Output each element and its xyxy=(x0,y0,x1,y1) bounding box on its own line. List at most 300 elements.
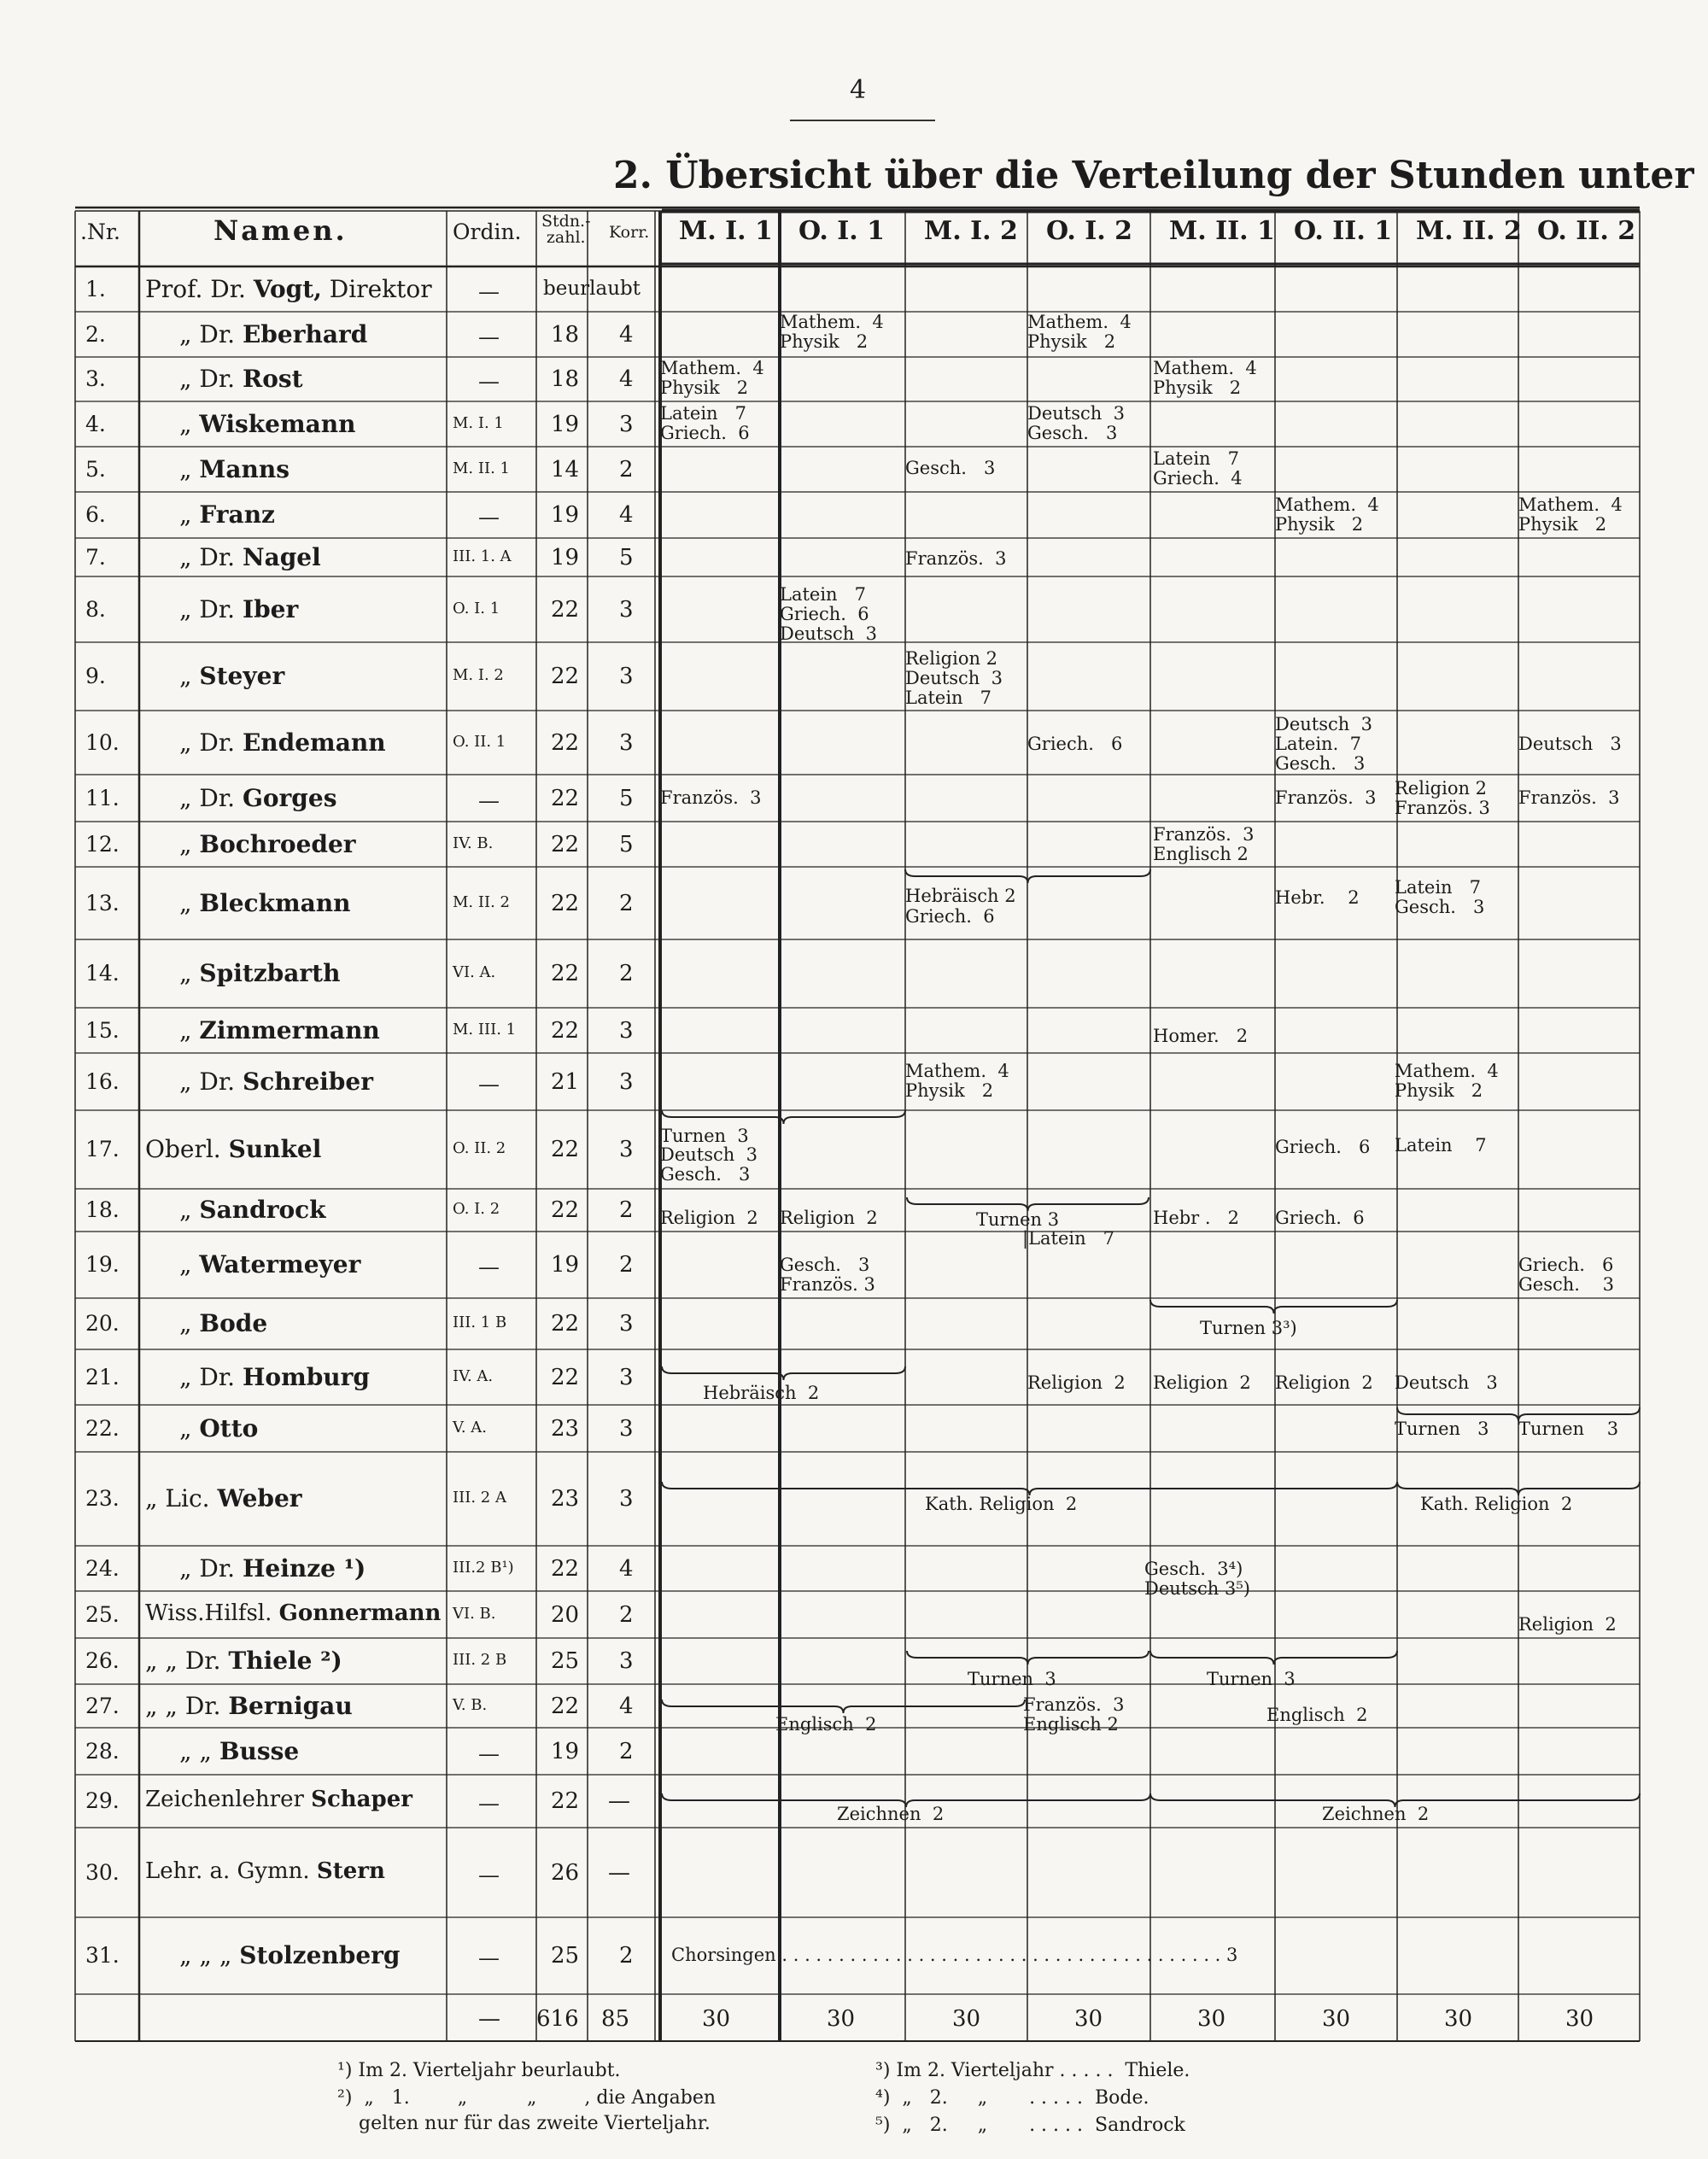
teacher-title: Zeichenlehrer xyxy=(145,1787,312,1812)
ordinarius: — xyxy=(478,1255,500,1279)
lesson-cell: Religion 2 xyxy=(1275,1372,1373,1393)
teacher-surname: Stern xyxy=(316,1858,385,1884)
lesson-cell: Latein 7 Griech. 6 xyxy=(660,403,750,444)
teacher-title: „ Dr. xyxy=(179,542,243,571)
ordinarius: O. I. 2 xyxy=(453,1200,500,1218)
corrections: 2 xyxy=(619,1601,634,1628)
class-total: 30 xyxy=(702,2006,731,2032)
ordinarius: — xyxy=(478,787,500,813)
teacher-name xyxy=(179,1415,258,1442)
lesson-cell: Hebr. 2 xyxy=(1275,887,1360,908)
teacher-name xyxy=(179,1555,366,1583)
row-number: 29. xyxy=(85,1788,120,1813)
lesson-cell: Turnen 3³) xyxy=(1200,1318,1297,1338)
row-number: 9. xyxy=(85,664,106,688)
teacher-role: Direktor xyxy=(321,274,432,303)
lesson-hours: 20 xyxy=(551,1601,580,1628)
teacher-title: „ xyxy=(179,500,200,529)
corrections: 2 xyxy=(619,1197,634,1223)
brace-turnen-17 xyxy=(662,1110,905,1124)
lesson-cell: Englisch 2 xyxy=(775,1714,877,1735)
lesson-cell: Deutsch 3 xyxy=(1518,734,1622,754)
lesson-cell: Deutsch 3 xyxy=(1395,1372,1498,1393)
row-number: 5. xyxy=(85,456,106,482)
ordinarius: IV. A. xyxy=(453,1366,494,1385)
corrections: 3 xyxy=(619,1137,634,1162)
footnote-3: ³) Im 2. Vierteljahr . . . . . Thiele. xyxy=(875,2060,1190,2081)
lesson-hours: 22 xyxy=(551,1137,580,1162)
teacher-surname: Iber xyxy=(242,594,299,623)
teacher-surname: Spitzbarth xyxy=(199,959,341,987)
corrections: — xyxy=(608,1788,630,1814)
lesson-hours: 22 xyxy=(551,1017,580,1044)
row-number: 31. xyxy=(85,1943,120,1968)
teacher-name xyxy=(179,663,284,690)
row-number: 1. xyxy=(85,276,106,301)
teacher-surname: Gonnermann xyxy=(278,1600,442,1626)
teacher-title: „ xyxy=(179,888,200,917)
lesson-cell: Hebräisch 2 xyxy=(905,886,1016,906)
corrections: 5 xyxy=(619,785,634,811)
teacher-surname: Rost xyxy=(242,365,303,393)
brace-hebraeisch-21 xyxy=(662,1366,905,1380)
teacher-name xyxy=(179,321,367,348)
teacher-title: „ xyxy=(179,1250,200,1278)
teacher-name xyxy=(145,1859,385,1885)
lesson-cell: Religion 2 xyxy=(1153,1372,1251,1393)
lesson-cell: Mathem. 4 Physik 2 xyxy=(660,358,764,399)
brace-englisch-27 xyxy=(662,1700,1025,1713)
row-number: 23. xyxy=(85,1486,120,1511)
lesson-cell: Turnen 3 xyxy=(976,1209,1060,1230)
ordinarius: — xyxy=(478,278,500,304)
teacher-surname: Weber xyxy=(217,1484,302,1512)
teacher-surname: Stolzenberg xyxy=(239,1941,401,1969)
lesson-hours: 23 xyxy=(551,1415,580,1442)
teacher-title: Wiss.Hilfsl. xyxy=(145,1600,279,1626)
teacher-surname: Schreiber xyxy=(242,1067,373,1096)
row-number: 21. xyxy=(85,1364,120,1390)
lesson-hours: 25 xyxy=(551,1648,580,1674)
teacher-name xyxy=(179,544,321,571)
lesson-cell: Gesch. 3 Französ. 3 xyxy=(780,1255,875,1296)
lesson-cell: Mathem. 4 Physik 2 xyxy=(780,312,884,353)
ordinarius: O. II. 1 xyxy=(453,732,506,751)
teacher-surname: Manns xyxy=(199,454,290,483)
class-total: 30 xyxy=(1565,2006,1594,2032)
lesson-cell: Deutsch 3 Latein. 7 Gesch. 3 xyxy=(1275,714,1373,775)
teacher-name xyxy=(179,1251,360,1278)
class-header: M. II. 1 xyxy=(1169,216,1275,246)
lesson-cell: Turnen 3 xyxy=(968,1669,1056,1689)
class-header: M. I. 1 xyxy=(679,216,773,246)
ordinarius: M. I. 2 xyxy=(453,666,504,684)
header-korr: Korr. xyxy=(609,223,650,242)
teacher-title: „ „ Dr. xyxy=(145,1691,229,1720)
lesson-hours: 22 xyxy=(551,729,580,756)
lesson-hours: 22 xyxy=(551,1788,580,1814)
lesson-hours: 22 xyxy=(551,831,580,857)
corrections: 2 xyxy=(619,456,634,483)
ordinarius: — xyxy=(478,369,500,394)
lesson-hours: 18 xyxy=(551,366,580,392)
teacher-name xyxy=(179,1942,400,1969)
teacher-title: „ Dr. xyxy=(179,728,243,757)
ordinarius: M. I. 1 xyxy=(453,413,504,432)
teacher-surname: Bernigau xyxy=(228,1691,353,1720)
class-header: O. II. 1 xyxy=(1294,216,1393,246)
corrections: 3 xyxy=(619,729,634,756)
teacher-name xyxy=(179,960,340,987)
corrections: 3 xyxy=(619,1068,634,1095)
teacher-surname: Otto xyxy=(199,1413,259,1442)
header-ordin: Ordin. xyxy=(453,219,522,244)
teacher-title: „ xyxy=(179,1196,200,1224)
teacher-surname: Steyer xyxy=(199,662,285,690)
ordinarius: — xyxy=(478,1071,500,1097)
class-total: 30 xyxy=(952,2006,981,2032)
lesson-cell: Kath. Religion 2 xyxy=(925,1494,1078,1514)
row-number: 25. xyxy=(85,1601,120,1627)
teacher-title: „ Lic. xyxy=(145,1484,218,1512)
lesson-hours: 22 xyxy=(551,1311,580,1337)
row-number: 24. xyxy=(85,1555,120,1581)
teacher-name xyxy=(145,1693,353,1720)
ordinarius: — xyxy=(478,1862,500,1887)
ordinarius: — xyxy=(478,324,500,349)
teacher-name xyxy=(179,1738,299,1765)
ordinarius: VI. A. xyxy=(453,963,496,981)
lesson-cell: Homer. 2 xyxy=(1153,1026,1249,1046)
teacher-surname: Homburg xyxy=(242,1362,370,1391)
page-number: 4 xyxy=(850,75,867,105)
lesson-hours: 26 xyxy=(551,1859,580,1886)
lesson-cell: Religion 2 xyxy=(1027,1372,1126,1393)
corrections: 2 xyxy=(619,1738,634,1764)
header-namen: Namen. xyxy=(214,214,348,247)
teacher-surname: Thiele ²) xyxy=(228,1647,342,1675)
teacher-name xyxy=(179,501,275,529)
lesson-cell: Zeichnen 2 xyxy=(837,1804,945,1824)
ordinarius: III. 1 B xyxy=(453,1314,507,1331)
teacher-title: „ „ xyxy=(179,1736,219,1765)
lesson-hours: 22 xyxy=(551,1364,580,1390)
ordinarius: III. 2 A xyxy=(453,1489,506,1507)
lesson-cell: Französ. 3 Englisch 2 xyxy=(1023,1694,1125,1735)
row-number: 28. xyxy=(85,1738,120,1764)
row-number: 17. xyxy=(85,1137,120,1161)
lesson-hours: 14 xyxy=(551,456,580,483)
brace-turnen-20 xyxy=(1150,1300,1397,1314)
corrections: 3 xyxy=(619,1648,634,1674)
lesson-cell: Turnen 3 xyxy=(1395,1419,1489,1439)
teacher-surname: Sandrock xyxy=(199,1196,326,1224)
corrections: 2 xyxy=(619,1252,634,1278)
brace-turnen-26b xyxy=(1150,1651,1397,1665)
corrections: 2 xyxy=(619,1943,634,1969)
class-header: M. II. 2 xyxy=(1416,216,1522,246)
teacher-surname: Nagel xyxy=(242,542,321,571)
ordinarius: — xyxy=(478,1791,500,1816)
corrections: 2 xyxy=(619,890,634,916)
teacher-surname: Franz xyxy=(199,500,275,529)
ordinarius: III. 2 B xyxy=(453,1651,507,1669)
lesson-hours: 22 xyxy=(551,596,580,623)
teacher-surname: Eberhard xyxy=(242,319,368,348)
row-number: 27. xyxy=(85,1693,120,1718)
lesson-cell: Griech. 6 xyxy=(1275,1137,1371,1157)
lesson-cell: Französ. 3 xyxy=(660,787,762,808)
lesson-hours: 22 xyxy=(551,890,580,916)
corrections: 3 xyxy=(619,1311,634,1337)
lesson-hours: 19 xyxy=(551,1738,580,1764)
ordinarius: V. B. xyxy=(453,1695,488,1714)
row-number: 3. xyxy=(85,366,106,391)
footnote-5: ⁵) „ 2. „ . . . . . Sandrock xyxy=(875,2115,1185,2136)
teacher-surname: Watermeyer xyxy=(199,1250,361,1278)
class-header: O. II. 2 xyxy=(1537,216,1636,246)
corrections: 5 xyxy=(619,831,634,857)
lesson-cell: Deutsch 3 Gesch. 3 xyxy=(660,1144,758,1185)
teacher-surname: Zimmermann xyxy=(199,1015,380,1044)
lesson-cell: Latein 7 Griech. 6 Deutsch 3 xyxy=(780,584,878,645)
lesson-hours: 21 xyxy=(551,1068,580,1095)
lesson-cell: Griech. 6 xyxy=(905,906,995,927)
lesson-hours: beurlaubt xyxy=(543,277,640,300)
lesson-cell: Kath. Religion 2 xyxy=(1420,1494,1573,1514)
class-total: 30 xyxy=(827,2006,856,2032)
lesson-cell: Mathem. 4 Physik 2 xyxy=(1153,358,1257,399)
class-header: M. I. 2 xyxy=(924,216,1018,246)
lesson-cell: Hebräisch 2 xyxy=(703,1383,820,1403)
footnote-2: ²) „ 1. „ „ , die Angaben xyxy=(337,2087,717,2109)
teacher-name xyxy=(179,596,298,623)
lesson-cell: Griech. 6 xyxy=(1027,734,1123,754)
lesson-cell: Griech. 6 xyxy=(1275,1208,1365,1228)
lesson-cell: Religion 2 Deutsch 3 Latein 7 xyxy=(905,648,1003,709)
lesson-hours: 22 xyxy=(551,1693,580,1719)
lesson-cell: Latein 7 Gesch. 3 xyxy=(1395,877,1485,918)
teacher-name xyxy=(179,411,355,438)
lesson-cell: Turnen 3 xyxy=(660,1126,749,1146)
teacher-title: „ xyxy=(179,662,200,690)
lesson-cell: Mathem. 4 Physik 2 xyxy=(1027,312,1132,353)
lesson-cell: Französ. 3 Englisch 2 xyxy=(1153,824,1255,865)
class-header: O. I. 1 xyxy=(798,216,886,246)
teacher-title: „ Dr. xyxy=(179,783,243,812)
lesson-hours: 19 xyxy=(551,411,580,437)
teacher-name xyxy=(145,1787,412,1813)
corrections: 3 xyxy=(619,1364,634,1390)
total-dash: — xyxy=(478,2006,500,2032)
teacher-name xyxy=(145,1601,441,1627)
teacher-name xyxy=(179,1310,267,1337)
ordinarius: M. II. 1 xyxy=(453,459,510,477)
lesson-hours: 25 xyxy=(551,1943,580,1969)
teacher-name xyxy=(145,1136,321,1163)
ordinarius: M. III. 1 xyxy=(453,1020,517,1039)
footnote-2-cont: gelten nur für das zweite Vierteljahr. xyxy=(359,2113,711,2134)
row-number: 15. xyxy=(85,1017,120,1043)
lesson-cell: |Latein 7 xyxy=(1022,1228,1115,1249)
lesson-cell: Französ. 3 xyxy=(905,548,1007,569)
row-number: 4. xyxy=(85,411,106,436)
row-number: 30. xyxy=(85,1859,120,1885)
lesson-cell: Turnen 3 xyxy=(1518,1419,1619,1439)
teacher-title: „ xyxy=(179,454,200,483)
lesson-cell: Französ. 3 xyxy=(1518,787,1620,808)
lesson-cell: Gesch. 3⁴) Deutsch 3⁵) xyxy=(1144,1559,1250,1600)
teacher-name xyxy=(179,1364,370,1391)
total-hours: 616 xyxy=(536,2006,579,2032)
teacher-name xyxy=(179,785,336,812)
lesson-cell: Turnen 3 xyxy=(1207,1669,1296,1689)
lesson-cell: Französ. 3 xyxy=(1275,787,1377,808)
corrections: 4 xyxy=(619,366,634,392)
row-number: 22. xyxy=(85,1415,120,1441)
corrections: 4 xyxy=(619,1555,634,1582)
ordinarius: — xyxy=(478,1945,500,1970)
header-nr: .Nr. xyxy=(80,219,120,244)
teacher-name xyxy=(145,1485,302,1512)
lesson-hours: 22 xyxy=(551,1555,580,1582)
row-number: 26. xyxy=(85,1648,120,1673)
lesson-cell: Englisch 2 xyxy=(1266,1705,1368,1725)
ordinarius: O. I. 1 xyxy=(453,599,500,617)
teacher-surname: Sunkel xyxy=(228,1135,322,1163)
corrections: 4 xyxy=(619,321,634,348)
teacher-name xyxy=(179,456,290,483)
teacher-surname: Bochroeder xyxy=(199,829,356,858)
corrections: 2 xyxy=(619,961,634,986)
teacher-title: „ Dr. xyxy=(179,1553,243,1583)
teacher-surname: Wiskemann xyxy=(199,409,356,438)
lesson-cell: Chorsingen . . . . . . . . . . . . . . . . . . . . . . . . . . . . . . . . . . . . . . . 3 xyxy=(671,1945,1238,1965)
row-number: 2. xyxy=(85,321,106,347)
teacher-title: „ Dr. xyxy=(179,1067,243,1096)
class-total: 30 xyxy=(1197,2006,1226,2032)
row-number: 16. xyxy=(85,1068,120,1094)
ordinarius: M. II. 2 xyxy=(453,892,510,911)
teacher-name xyxy=(145,276,432,303)
teacher-surname: Endemann xyxy=(242,728,386,757)
corrections: 3 xyxy=(619,1486,634,1512)
total-corrections: 85 xyxy=(601,2006,630,2032)
teacher-title: „ xyxy=(179,829,200,858)
teacher-name xyxy=(179,890,350,917)
lesson-cell: Latein 7 xyxy=(1395,1135,1487,1156)
corrections: 3 xyxy=(619,1017,634,1044)
lesson-cell: Religion 2 xyxy=(1518,1614,1617,1635)
corrections: 3 xyxy=(619,1415,634,1442)
teacher-surname: Bleckmann xyxy=(199,888,351,917)
lesson-hours: 19 xyxy=(551,502,580,528)
teacher-title: „ „ „ xyxy=(179,1941,240,1969)
ordinarius: O. II. 2 xyxy=(453,1139,506,1157)
teacher-surname: Busse xyxy=(219,1736,300,1765)
lesson-cell: Religion 2 xyxy=(660,1208,758,1228)
class-total: 30 xyxy=(1444,2006,1473,2032)
row-number: 6. xyxy=(85,502,106,527)
row-number: 20. xyxy=(85,1311,120,1336)
teacher-name xyxy=(179,1197,326,1224)
lesson-hours: 22 xyxy=(551,785,580,811)
teacher-name xyxy=(179,1068,373,1096)
ordinarius: V. A. xyxy=(453,1418,488,1436)
row-number: 18. xyxy=(85,1197,120,1222)
teacher-title: „ Dr. xyxy=(179,1362,243,1391)
lesson-hours: 18 xyxy=(551,321,580,348)
lesson-cell: Religion 2 Französ. 3 xyxy=(1395,778,1490,819)
row-number: 19. xyxy=(85,1252,120,1277)
lesson-cell: Zeichnen 2 xyxy=(1322,1804,1430,1824)
lesson-cell: Deutsch 3 Gesch. 3 xyxy=(1027,403,1126,444)
lesson-hours: 19 xyxy=(551,544,580,570)
lesson-hours: 22 xyxy=(551,1197,580,1223)
header-stdn: Stdn.- zahl. xyxy=(541,212,591,247)
teacher-name xyxy=(179,831,356,858)
teacher-name xyxy=(145,1647,342,1675)
teacher-title: „ xyxy=(179,1015,200,1044)
lesson-cell: Mathem. 4 Physik 2 xyxy=(1518,494,1623,535)
corrections: — xyxy=(608,1859,630,1886)
ordinarius: — xyxy=(478,505,500,530)
corrections: 3 xyxy=(619,664,634,689)
teacher-title: „ Dr. xyxy=(179,365,243,393)
table-heading: 2. Übersicht über die Verteilung der Stunden unter xyxy=(613,154,1694,197)
teacher-name xyxy=(179,1017,380,1044)
row-number: 13. xyxy=(85,890,120,916)
teacher-surname: Schaper xyxy=(311,1787,412,1812)
ordinarius: III.2 B¹) xyxy=(453,1558,514,1577)
lesson-cell: Gesch. 3 xyxy=(905,458,996,478)
teacher-title: „ „ Dr. xyxy=(145,1647,229,1675)
class-total: 30 xyxy=(1322,2006,1351,2032)
lesson-hours: 22 xyxy=(551,664,580,689)
footnote-4: ⁴) „ 2. „ . . . . . Bode. xyxy=(875,2087,1149,2109)
row-number: 12. xyxy=(85,831,120,857)
row-number: 7. xyxy=(85,544,106,570)
teacher-name xyxy=(179,366,303,393)
teacher-title: „ xyxy=(179,959,200,987)
corrections: 3 xyxy=(619,411,634,437)
lesson-cell: Mathem. 4 Physik 2 xyxy=(905,1061,1009,1102)
lesson-cell: Mathem. 4 Physik 2 xyxy=(1395,1061,1499,1102)
teacher-title: „ Dr. xyxy=(179,319,243,348)
lesson-cell: Religion 2 xyxy=(780,1208,878,1228)
corrections: 3 xyxy=(619,596,634,623)
corrections: 5 xyxy=(619,544,634,570)
row-number: 11. xyxy=(85,785,120,810)
teacher-title: „ xyxy=(179,409,200,438)
row-number: 14. xyxy=(85,961,120,986)
corrections: 4 xyxy=(619,1693,634,1719)
lesson-hours: 19 xyxy=(551,1252,580,1278)
lesson-hours: 23 xyxy=(551,1486,580,1512)
ordinarius: IV. B. xyxy=(453,834,494,852)
corrections: 4 xyxy=(619,502,634,528)
class-total: 30 xyxy=(1074,2006,1103,2032)
teacher-surname: Heinze ¹) xyxy=(242,1553,366,1583)
lesson-hours: 22 xyxy=(551,961,580,986)
footnote-1: ¹) Im 2. Vierteljahr beurlaubt. xyxy=(337,2060,621,2081)
teacher-title: Lehr. a. Gymn. xyxy=(145,1858,317,1884)
teacher-title: „ Dr. xyxy=(179,594,243,623)
lesson-cell: Hebr . 2 xyxy=(1153,1208,1239,1228)
row-number: 10. xyxy=(85,729,120,755)
ordinarius: — xyxy=(478,1741,500,1766)
lesson-cell: Latein 7 Griech. 4 xyxy=(1153,448,1243,489)
